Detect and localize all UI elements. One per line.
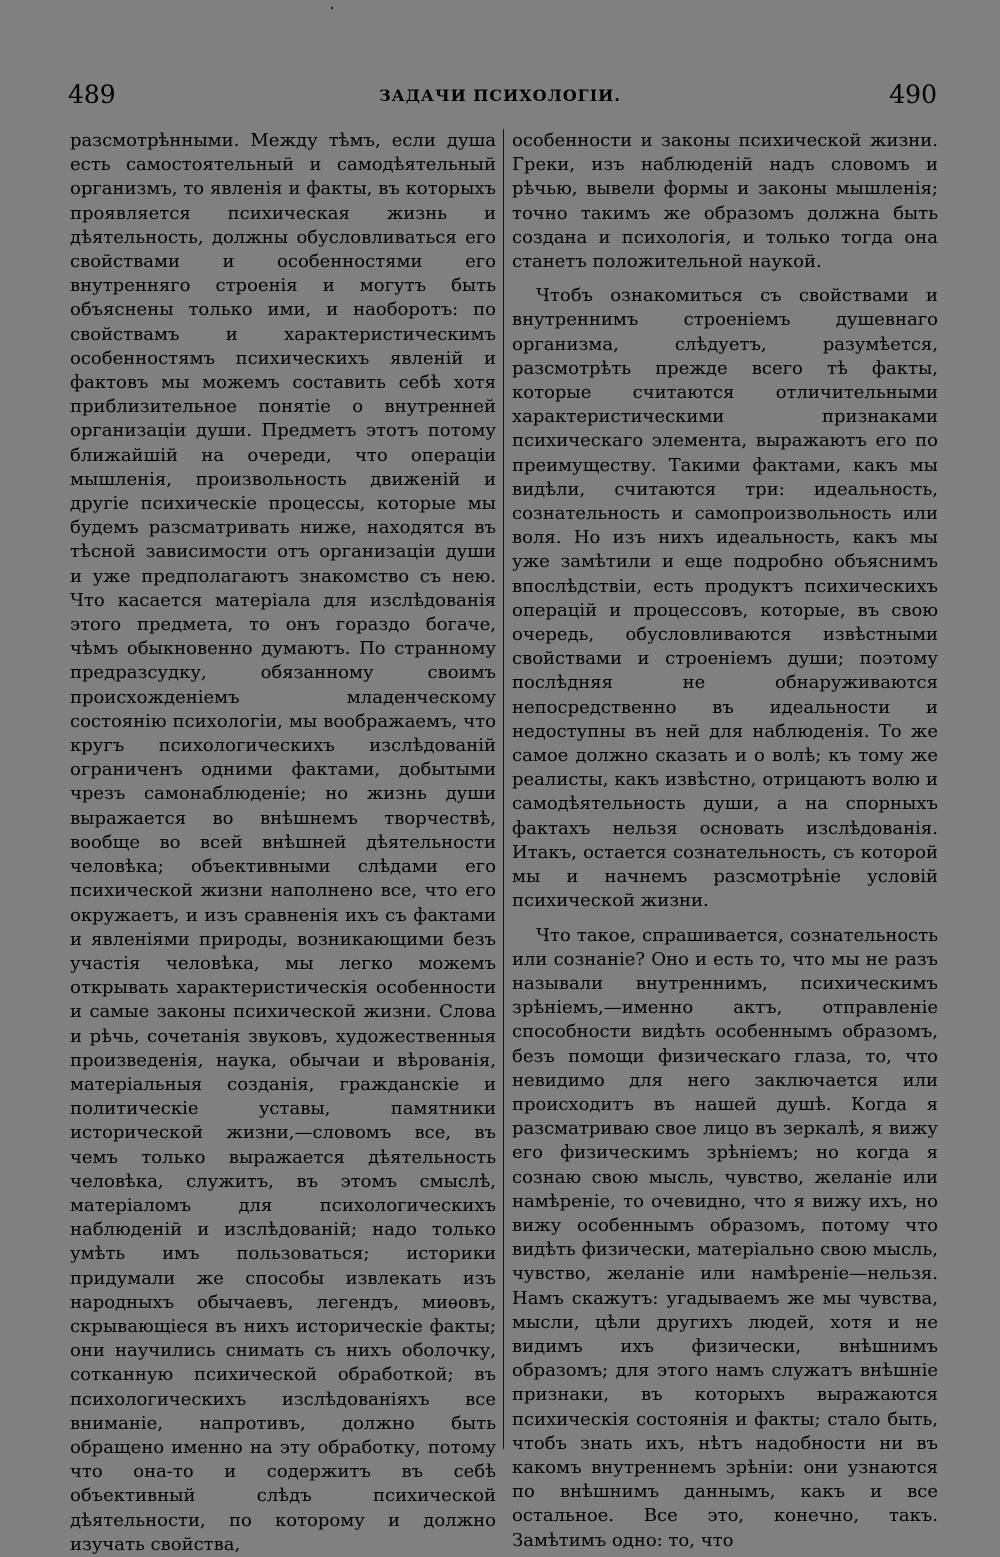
right-paragraph-2: Чтобъ ознакомиться съ свойствами и внутреннимъ строеніемъ душевнаго организма, слѣдуетъ, разумѣется, разсмотрѣть прежде всего тѣ факты, которые считаются отличительными характеристическими признаками психическаго элемента, выражаютъ его по преимуществу. Такими фактами, какъ мы видѣли, считаются три: идеальность, сознательность и самопроизвольность или воля. Но изъ нихъ идеальность, какъ мы уже замѣтили и еще подробно объяснимъ впослѣдствіи, есть продуктъ психическихъ операцій и процессовъ, которые, въ свою очередь, обусловливаются извѣстными свойствами и строеніемъ души; поэтому послѣдняя не обнаруживаются непосредственно въ идеальности и недоступны въ ней для наблюденія. То же самое должно сказать и о волѣ; къ тому же реалисты, какъ извѣстно, отрицаютъ волю и самодѣятельность души, а на спорныхъ фактахъ нельзя основать изслѣдованія. Итакъ, остается сознательность, съ которой мы и начнемъ разсмотрѣніе условій психической жизни. <box>512 285 938 912</box>
running-title: ЗАДАЧИ ПСИХОЛОГІИ. <box>379 86 621 105</box>
left-column <box>70 129 496 1557</box>
left-paragraph-1: разсмотрѣнными. Между тѣмъ, если душа есть самостоятельный и самодѣятельный организмъ, то явленія и факты, въ которыхъ проявляется психическая жизнь и дѣятельность, должны обусловливаться его свойствами и особенностями его внутренняго строенія и могутъ быть объяснены только ими, и наоборотъ: по свойствамъ и характеристическимъ особенностямъ психическихъ явленій и фактовъ мы можемъ составить себѣ хотя приблизительное понятіе о внутренней организаціи души. Предметъ этотъ потому ближайшій на очереди, что операціи мышленія, произвольность движеній и другіе психическіе процессы, которые мы будемъ разсматривать ниже, находятся въ тѣсной зависимости отъ организаціи души и уже предполагаютъ знакомство съ нею. Что касается матеріала для изслѣдованія этого предмета, то онъ гораздо богаче, чѣмъ обыкновенно думаютъ. По странному предразсудку, обязанному своимъ происхожденіемъ младенческому состоянію психологіи, мы воображаемъ, что кругъ психологическихъ изслѣдованій ограниченъ одними фактами, добытыми чрезъ самонаблюденіе; но жизнь души выражается во внѣшнемъ творчествѣ, вообще во всей внѣшней дѣятельности человѣка; объективными слѣдами его психической жизни наполнено все, что его окружаетъ, и изъ сравненія ихъ съ фактами и явленіями природы, возникающими безъ участія человѣка, мы легко можемъ открывать характеристическія особенности и самые законы психической жизни. Слова и рѣчь, сочетанія звуковъ, художественныя произведенія, наука, обычаи и вѣрованія, матеріальныя созданія, гражданскіе и политическіе уставы, памятники исторической жизни,—словомъ все, въ чемъ только выражается дѣятельность человѣка, служитъ, въ этомъ смыслѣ, матеріаломъ для психологическихъ наблюденій и изслѣдованій; надо только умѣть имъ пользоваться; историки придумали же способы извлекать изъ народныхъ обычаевъ, легендъ, миѳовъ, скрывающіеся въ нихъ историческіе факты; они научились снимать съ нихъ оболочку, сотканную психической обработкой; въ психологическихъ изслѣдованіяхъ все вниманіе, напротивъ, должно быть обращено именно на эту обработку, потому что она-то и содержитъ въ себѣ объективный слѣдъ психической дѣятельности, по которому и должно изучать свойства, <box>70 130 496 1555</box>
page-header <box>0 80 1000 116</box>
right-paragraph-3: Что такое, спрашивается, сознательность или сознаніе? Оно и есть то, что мы не разъ называли внутреннимъ, психическимъ зрѣніемъ,—именно актъ, отправленіе способности видѣть особеннымъ образомъ, безъ помощи физическаго глаза, то, что невидимо для него заключается или происходитъ въ нашей душѣ. Когда я разсматриваю свое лицо въ зеркалѣ, я вижу его физическимъ зрѣніемъ; но когда я сознаю свою мысль, чувство, желаніе или намѣреніе, то очевидно, что я вижу ихъ, но вижу особеннымъ образомъ, потому что видѣть физически, матеріально свою мысль, чувство, желаніе или намѣреніе—нельзя. Намъ скажутъ: угадываемъ же мы чувства, мысли, цѣли другихъ людей, хотя и не видимъ ихъ физически, внѣшнимъ образомъ; для этого намъ служатъ внѣшніе признаки, въ которыхъ выражаются психическія состоянія и факты; стало быть, чтобъ знать ихъ, нѣтъ надобности ни въ какомъ внутреннемъ зрѣніи: они узнаются по внѣшнимъ даннымъ, какъ и все остальное. Все это, конечно, такъ. Замѣтимъ одно: то, что <box>512 924 938 1551</box>
right-paragraph-1: особенности и законы психической жизни. Греки, изъ наблюденій надъ словомъ и рѣчью, вывели формы и законы мышленія; точно такимъ же образомъ должна быть создана и психологія, и только тогда она станетъ положительной наукой. <box>512 130 938 273</box>
page-number-left: 489 <box>68 80 116 109</box>
page-number-right: 490 <box>889 80 937 109</box>
right-column <box>512 129 938 1553</box>
column-divider <box>503 129 504 1449</box>
stray-ink-dot <box>331 7 333 9</box>
